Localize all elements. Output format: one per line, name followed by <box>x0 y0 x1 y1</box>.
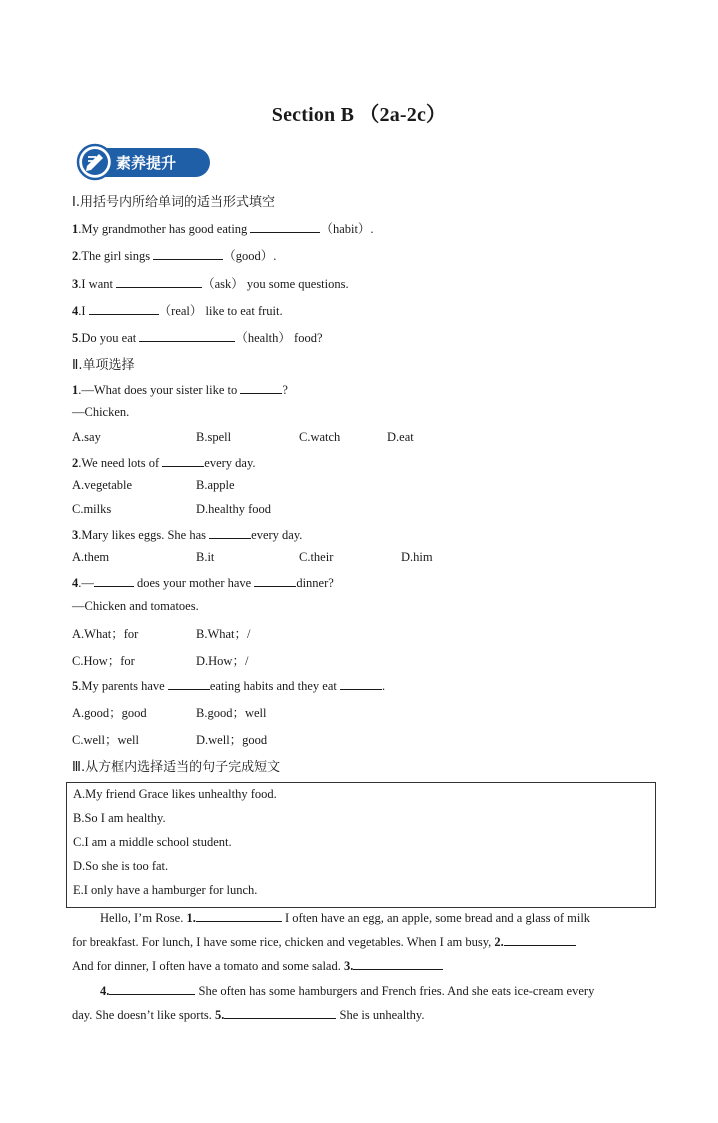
part2-q3 <box>72 526 302 543</box>
part1-item-3 <box>72 274 349 292</box>
option-d[interactable]: D.healthy food <box>196 502 271 516</box>
item-text: .Do you eat <box>78 331 140 345</box>
choice-c: C.I am a middle school student. <box>73 835 232 849</box>
part1-heading: Ⅰ.用括号内所给单词的适当形式填空 <box>72 195 275 210</box>
item-hint: （ask） you some questions. <box>202 277 349 291</box>
passage-text: I often have an egg, an apple, some bread and a glass of milk <box>281 911 591 925</box>
pencil-book-icon <box>76 143 114 181</box>
choice-b: B.So I am healthy. <box>73 811 166 825</box>
answer-blank-2[interactable] <box>340 677 382 690</box>
part2-q4-answer: —Chicken and tomatoes. <box>72 599 199 613</box>
question-number: 1 <box>72 383 79 397</box>
passage-line-2 <box>72 933 576 950</box>
answer-blank-1[interactable] <box>94 574 134 587</box>
part2-q2 <box>72 454 256 471</box>
passage-line-1 <box>100 909 590 926</box>
option-b[interactable]: B.apple <box>196 478 235 492</box>
option-c[interactable]: C.watch <box>299 430 341 444</box>
item-number: 5 <box>72 331 79 345</box>
item-text: .I <box>78 304 89 318</box>
answer-blank-2[interactable] <box>254 574 296 587</box>
option-d[interactable]: D.eat <box>387 430 414 444</box>
option-d[interactable]: D.well；good <box>196 733 268 747</box>
section-badge <box>76 143 212 181</box>
part1-item-4 <box>72 301 283 319</box>
answer-blank[interactable] <box>153 247 223 260</box>
passage-text: She is unhealthy. <box>336 1008 425 1022</box>
blank-number: 5. <box>215 1008 225 1022</box>
page-title: Section B （2a-2c） <box>271 104 447 126</box>
option-d[interactable]: D.How；/ <box>196 654 249 668</box>
item-number: 1 <box>72 222 79 236</box>
choice-d: D.So she is too fat. <box>73 859 169 873</box>
part2-heading: Ⅱ.单项选择 <box>72 358 135 373</box>
sentence-choice-box <box>66 782 656 908</box>
item-number: 2 <box>72 249 79 263</box>
item-text: .I want <box>78 277 117 291</box>
badge-label: 素养提升 <box>116 154 177 172</box>
answer-blank[interactable] <box>250 220 320 233</box>
choice-e: E.I only have a hamburger for lunch. <box>73 883 258 897</box>
item-number: 4 <box>72 304 79 318</box>
answer-blank-1[interactable] <box>168 677 210 690</box>
question-number: 5 <box>72 679 79 693</box>
choice-a: A.My friend Grace likes unhealthy food. <box>73 787 277 801</box>
question-text: .—What does your sister like to <box>78 383 241 397</box>
question-text-end: every day. <box>251 528 303 542</box>
answer-blank[interactable] <box>89 302 159 315</box>
option-c[interactable]: C.well；well <box>72 733 140 747</box>
passage-text: for breakfast. For lunch, I have some rice, chicken and vegetables. When I am busy, <box>72 935 495 949</box>
part1-item-5 <box>72 328 323 346</box>
part1-item-2 <box>72 246 276 264</box>
part2-q5 <box>72 677 385 694</box>
passage-text: And for dinner, I often have a tomato and some salad. <box>72 959 344 973</box>
option-b[interactable]: B.spell <box>196 430 232 444</box>
part2-q4 <box>72 574 334 591</box>
question-end: ? <box>282 383 288 397</box>
passage-text: Hello, I’m Rose. <box>100 911 187 925</box>
question-text: .We need lots of <box>78 456 163 470</box>
question-text: .My parents have <box>78 679 168 693</box>
option-a[interactable]: A.say <box>72 430 101 444</box>
blank-number: 2. <box>494 935 504 949</box>
question-text-end: . <box>381 679 386 693</box>
item-hint: （real） like to eat fruit. <box>158 304 283 318</box>
question-text-mid: does your mother have <box>133 576 255 590</box>
passage-text: She often has some hamburgers and French fries. And she eats ice-cream every <box>195 984 595 998</box>
passage-blank-3[interactable] <box>353 957 443 970</box>
option-b[interactable]: B.it <box>196 550 215 564</box>
option-c[interactable]: C.How；for <box>72 654 135 668</box>
answer-blank[interactable] <box>209 526 251 539</box>
passage-line-5 <box>72 1006 425 1023</box>
item-text: .The girl sings <box>78 249 154 263</box>
passage-blank-1[interactable] <box>196 909 282 922</box>
item-text: .My grandmother has good eating <box>78 222 251 236</box>
passage-text: day. She doesn’t like sports. <box>72 1008 216 1022</box>
option-b[interactable]: B.What；/ <box>196 627 251 641</box>
option-a[interactable]: A.good；good <box>72 706 147 720</box>
blank-number: 4. <box>100 984 110 998</box>
answer-blank[interactable] <box>139 329 235 342</box>
option-d[interactable]: D.him <box>401 550 433 564</box>
question-text-mid: eating habits and they eat <box>209 679 340 693</box>
question-text: .— <box>78 576 94 590</box>
item-hint: （habit）. <box>320 222 374 236</box>
part2-q1-answer: —Chicken. <box>72 405 130 419</box>
answer-blank[interactable] <box>240 381 282 394</box>
part2-q1 <box>72 381 288 398</box>
part3-heading: Ⅲ.从方框内选择适当的句子完成短文 <box>72 760 281 775</box>
answer-blank[interactable] <box>116 275 202 288</box>
question-text-end: every day. <box>204 456 256 470</box>
blank-number: 1. <box>186 911 196 925</box>
passage-blank-2[interactable] <box>504 933 576 946</box>
passage-blank-5[interactable] <box>224 1006 336 1019</box>
option-c[interactable]: C.milks <box>72 502 112 516</box>
passage-line-4 <box>100 982 594 999</box>
blank-number: 3. <box>344 959 354 973</box>
passage-line-3 <box>72 957 443 974</box>
question-number: 4 <box>72 576 79 590</box>
option-a[interactable]: A.What；for <box>72 627 139 641</box>
option-a[interactable]: A.vegetable <box>72 478 133 492</box>
passage-blank-4[interactable] <box>109 982 195 995</box>
item-hint: （health） food? <box>235 331 323 345</box>
option-c[interactable]: C.their <box>299 550 334 564</box>
option-a[interactable]: A.them <box>72 550 110 564</box>
option-b[interactable]: B.good；well <box>196 706 267 720</box>
item-number: 3 <box>72 277 79 291</box>
question-text: .Mary likes eggs. She has <box>78 528 210 542</box>
answer-blank[interactable] <box>162 454 204 467</box>
item-hint: （good）. <box>223 249 277 263</box>
part1-item-1 <box>72 219 374 237</box>
question-number: 2 <box>72 456 79 470</box>
question-number: 3 <box>72 528 79 542</box>
question-text-end: dinner? <box>296 576 334 590</box>
